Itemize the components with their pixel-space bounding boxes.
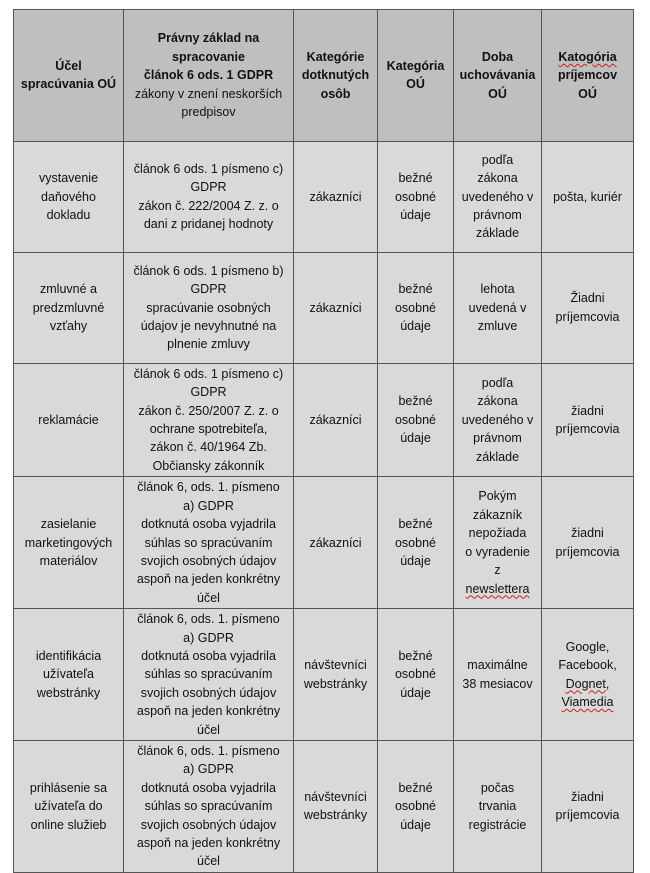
cell-recipients-dognet: Dognet [565, 676, 606, 691]
header-purpose: Účel spracúvania OÚ [14, 10, 124, 142]
table-row [14, 609, 634, 741]
cell-recipients: pošta, kuriér [542, 141, 634, 252]
header-recipients-misspelled: Katogória [558, 49, 617, 64]
cell-purpose: vystavenie daňového dokladu [14, 141, 124, 252]
cell-retention: maximálne 38 mesiacov [454, 609, 542, 741]
cell-subjects: zákazníci [294, 252, 378, 363]
cell-retention: lehota uvedená v zmluve [454, 252, 542, 363]
table-row [14, 252, 634, 363]
cell-retention [454, 477, 542, 609]
cell-retention: podľa zákona uvedeného v právnom základe [454, 141, 542, 252]
cell-recipients: žiadni príjemcovia [542, 477, 634, 609]
cell-legal-basis: článok 6 ods. 1 písmeno c) GDPR zákon č. 250/2007 Z. z. o ochrane spotrebiteľa, zákon č. 40/1964 Zb. Občiansky zákonník [124, 363, 294, 476]
cell-subjects: zákazníci [294, 141, 378, 252]
cell-retention-text: Pokým zákazník nepožiada o vyradenie z [465, 489, 530, 578]
cell-recipients-text: Google, Facebook, [558, 639, 617, 673]
cell-retention: počas trvania registrácie [454, 740, 542, 872]
cell-recipients: Žiadni príjemcovia [542, 252, 634, 363]
header-legal-basis [124, 10, 294, 142]
cell-category: bežné osobné údaje [378, 740, 454, 872]
cell-purpose: identifikácia užívateľa webstránky [14, 609, 124, 741]
header-recipients-rest: príjemcov OÚ [557, 68, 618, 101]
cell-recipients [542, 609, 634, 741]
header-recipients [542, 10, 634, 142]
cell-recipients: žiadni príjemcovia [542, 363, 634, 476]
cell-subjects: zákazníci [294, 363, 378, 476]
cell-subjects: návštevníci webstránky [294, 740, 378, 872]
header-row [14, 10, 634, 142]
table-row [14, 141, 634, 252]
header-subjects: Kategórie dotknutých osôb [294, 10, 378, 142]
cell-legal-basis: článok 6 ods. 1 písmeno b) GDPR spracúvanie osobných údajov je nevyhnutné na plnenie zmluvy [124, 252, 294, 363]
cell-retention: podľa zákona uvedeného v právnom základe [454, 363, 542, 476]
cell-subjects: návštevníci webstránky [294, 609, 378, 741]
cell-purpose: zasielanie marketingových materiálov [14, 477, 124, 609]
cell-legal-basis: článok 6, ods. 1. písmeno a) GDPR dotknutá osoba vyjadrila súhlas so spracúvaním svojich osobných údajov aspoň na jeden konkrétny účel [124, 477, 294, 609]
cell-legal-basis: článok 6, ods. 1. písmeno a) GDPR dotknutá osoba vyjadrila súhlas so spracúvaním svojich osobných údajov aspoň na jeden konkrétny účel [124, 740, 294, 872]
header-legal-basis-subtitle: zákony v znení neskorších predpisov [134, 86, 283, 120]
header-retention: Doba uchovávania OÚ [454, 10, 542, 142]
cell-purpose: zmluvné a predzmluvné vzťahy [14, 252, 124, 363]
cell-retention-newsletter: newslettera [465, 581, 530, 596]
cell-purpose: reklamácie [14, 363, 124, 476]
table-row [14, 477, 634, 609]
cell-category: bežné osobné údaje [378, 477, 454, 609]
header-category: Kategória OÚ [378, 10, 454, 142]
cell-recipients-viamedia: Viamedia [561, 694, 614, 709]
cell-recipients-separator: , [605, 676, 610, 691]
cell-category: bežné osobné údaje [378, 363, 454, 476]
cell-category: bežné osobné údaje [378, 141, 454, 252]
cell-category: bežné osobné údaje [378, 252, 454, 363]
cell-purpose: prihlásenie sa užívateľa do online služieb [14, 740, 124, 872]
gdpr-processing-table [13, 9, 634, 873]
table-row [14, 363, 634, 476]
table-row [14, 740, 634, 872]
header-legal-basis-title: Právny základ na spracovanie článok 6 ods. 1 GDPR [143, 31, 274, 83]
cell-category: bežné osobné údaje [378, 609, 454, 741]
cell-legal-basis: článok 6 ods. 1 písmeno c) GDPR zákon č. 222/2004 Z. z. o dani z pridanej hodnoty [124, 141, 294, 252]
cell-recipients: žiadni príjemcovia [542, 740, 634, 872]
cell-subjects: zákazníci [294, 477, 378, 609]
cell-legal-basis: článok 6, ods. 1. písmeno a) GDPR dotknutá osoba vyjadrila súhlas so spracúvaním svojich osobných údajov aspoň na jeden konkrétny účel [124, 609, 294, 741]
